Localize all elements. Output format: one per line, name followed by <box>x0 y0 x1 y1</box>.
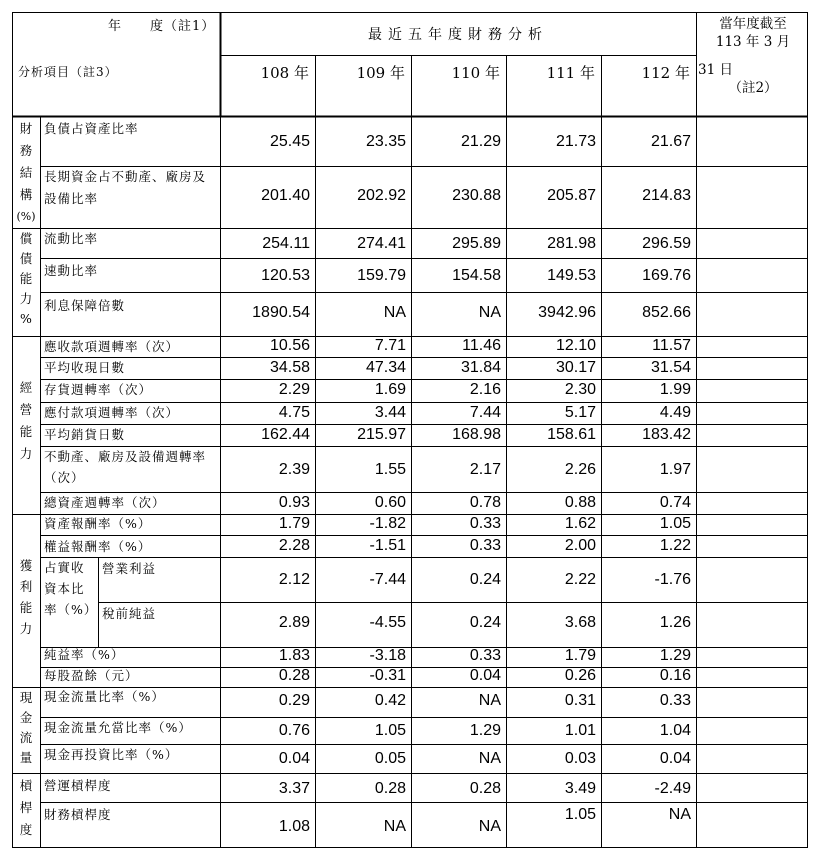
value-cell: 1.69 <box>374 381 406 398</box>
value-cell: NA <box>383 818 406 835</box>
value-cell: 0.28 <box>469 780 501 797</box>
year-header: 111 年 <box>546 64 595 82</box>
category-label-profitability: 獲 <box>19 558 33 573</box>
category-label-solvency: 能 <box>19 271 33 286</box>
value-cell: 281.98 <box>547 235 596 252</box>
value-cell: 0.60 <box>374 494 406 511</box>
value-cell: 21.67 <box>650 133 691 150</box>
value-cell: 0.16 <box>659 667 691 684</box>
category-label-leverage: 槓 <box>19 778 33 793</box>
row-label-capital-2: 資本比 <box>44 581 85 596</box>
category-label-operating: 經 <box>19 380 33 395</box>
value-cell: -1.82 <box>369 515 406 532</box>
category-label-profitability: 利 <box>19 579 33 594</box>
row-label-capital-1: 占實收 <box>44 560 85 575</box>
value-cell: -1.51 <box>369 537 406 554</box>
value-cell: 11.57 <box>652 337 691 354</box>
row-label-eps: 每股盈餘（元） <box>44 668 139 683</box>
row-label-pay-turnover: 應付款項週轉率（次） <box>44 405 180 420</box>
value-cell: 1.08 <box>278 818 310 835</box>
row-label-cf-reinvest: 現金再投資比率（%） <box>44 747 179 762</box>
value-cell: 1.79 <box>278 515 310 532</box>
value-cell: 0.33 <box>659 692 691 709</box>
value-cell: 1.83 <box>278 647 310 664</box>
value-cell: 1.05 <box>564 806 596 823</box>
value-cell: 23.35 <box>365 133 406 150</box>
value-cell: 2.29 <box>278 381 310 398</box>
current-year-header: 31 日 <box>698 62 733 78</box>
category-label-cashflow: 金 <box>19 710 33 725</box>
value-cell: 1.29 <box>469 722 501 739</box>
value-cell: 4.49 <box>659 404 691 421</box>
value-cell: 254.11 <box>262 235 310 252</box>
value-cell: 0.76 <box>278 722 310 739</box>
corner-year-label: 年 度（註1） <box>108 19 216 34</box>
category-label-leverage: 桿 <box>19 800 33 815</box>
value-cell: 1.55 <box>374 461 406 478</box>
value-cell: 0.93 <box>278 494 310 511</box>
row-label-op-income: 營業利益 <box>102 561 157 576</box>
value-cell: -4.55 <box>369 614 406 631</box>
value-cell: 1.01 <box>564 722 596 739</box>
value-cell: 47.34 <box>365 359 406 376</box>
value-cell: 21.29 <box>460 133 501 150</box>
value-cell: 168.98 <box>452 426 501 443</box>
value-cell: 31.84 <box>460 359 501 376</box>
row-label-sales-days: 平均銷貨日數 <box>44 427 126 442</box>
value-cell: 0.33 <box>469 647 501 664</box>
value-cell: 2.12 <box>278 571 310 588</box>
five-year-header: 最近五年度財務分析 <box>368 27 548 43</box>
value-cell: 0.24 <box>469 571 501 588</box>
category-label-leverage: 度 <box>19 822 33 837</box>
category-label-cashflow: 現 <box>19 690 33 705</box>
value-cell: 1.99 <box>659 381 691 398</box>
category-label-profitability: 能 <box>19 600 33 615</box>
value-cell: 3.37 <box>278 780 310 797</box>
value-cell: 296.59 <box>642 235 691 252</box>
row-label-cf-ratio: 現金流量比率（%） <box>44 689 165 704</box>
value-cell: -0.31 <box>369 667 406 684</box>
category-label-operating: 營 <box>19 402 33 417</box>
value-cell: NA <box>668 806 691 823</box>
category-label-structure: (%) <box>16 210 36 223</box>
value-cell: 2.00 <box>564 537 596 554</box>
value-cell: 3942.96 <box>538 304 596 321</box>
value-cell: NA <box>478 304 501 321</box>
value-cell: 11.46 <box>462 337 501 354</box>
value-cell: -1.76 <box>654 571 691 588</box>
value-cell: 0.26 <box>564 667 596 684</box>
value-cell: 149.53 <box>547 267 596 284</box>
category-label-structure: 財 <box>19 121 33 136</box>
value-cell: 120.53 <box>261 267 310 284</box>
category-label-profitability: 力 <box>19 621 33 636</box>
value-cell: 0.05 <box>374 750 406 767</box>
value-cell: 1.97 <box>659 461 691 478</box>
value-cell: 2.22 <box>564 571 596 588</box>
row-label-roe: 權益報酬率（%） <box>44 539 152 554</box>
row-label-capital-3: 率（%） <box>44 602 98 617</box>
value-cell: NA <box>478 818 501 835</box>
value-cell: 852.66 <box>642 304 691 321</box>
value-cell: 215.97 <box>357 426 406 443</box>
row-label-current-ratio: 流動比率 <box>44 231 99 246</box>
row-label-longterm-1: 長期資金占不動產、廠房及 <box>44 169 207 184</box>
row-label-interest-cover: 利息保障倍數 <box>44 298 126 313</box>
category-label-solvency: 債 <box>19 251 33 266</box>
value-cell: 2.17 <box>469 461 501 478</box>
year-header: 110 年 <box>451 64 500 82</box>
value-cell: 0.74 <box>659 494 691 511</box>
current-year-header: （註2） <box>728 80 778 96</box>
category-label-solvency: 償 <box>19 231 33 246</box>
row-label-pretax: 稅前純益 <box>102 606 157 621</box>
value-cell: NA <box>478 750 501 767</box>
value-cell: 162.44 <box>261 426 310 443</box>
value-cell: 7.44 <box>469 404 501 421</box>
value-cell: 0.88 <box>564 494 596 511</box>
row-label-ppe-turnover-2: （次） <box>44 470 85 485</box>
value-cell: 202.92 <box>357 187 406 204</box>
value-cell: 2.89 <box>278 614 310 631</box>
value-cell: 159.79 <box>357 267 406 284</box>
value-cell: 183.42 <box>642 426 691 443</box>
row-label-cf-adequacy: 現金流量允當比率（%） <box>44 720 192 735</box>
year-header: 109 年 <box>356 64 405 82</box>
value-cell: 205.87 <box>547 187 596 204</box>
value-cell: 3.68 <box>564 614 596 631</box>
value-cell: 1890.54 <box>252 304 310 321</box>
value-cell: 0.33 <box>469 515 501 532</box>
value-cell: 1.05 <box>374 722 406 739</box>
value-cell: 1.26 <box>659 614 691 631</box>
category-label-structure: 務 <box>19 143 33 158</box>
category-label-structure: 構 <box>19 187 33 202</box>
value-cell: 169.76 <box>642 267 691 284</box>
value-cell: 2.39 <box>278 461 310 478</box>
value-cell: 2.16 <box>469 381 501 398</box>
value-cell: 0.04 <box>659 750 691 767</box>
category-label-cashflow: 量 <box>19 750 33 765</box>
category-label-operating: 能 <box>19 424 33 439</box>
corner-item-label: 分析項目（註3） <box>18 65 118 79</box>
value-cell: 1.22 <box>659 537 691 554</box>
row-label-op-leverage: 營運槓桿度 <box>44 778 112 793</box>
value-cell: 7.71 <box>374 337 406 354</box>
row-label-collection-days: 平均收現日數 <box>44 360 126 375</box>
row-label-inv-turnover: 存貨週轉率（次） <box>44 382 153 397</box>
value-cell: 2.28 <box>278 537 310 554</box>
value-cell: -3.18 <box>369 647 406 664</box>
value-cell: 0.24 <box>469 614 501 631</box>
value-cell: 0.28 <box>278 667 310 684</box>
value-cell: 0.33 <box>469 537 501 554</box>
value-cell: 0.78 <box>469 494 501 511</box>
row-label-longterm-2: 設備比率 <box>44 191 99 206</box>
value-cell: 201.40 <box>261 187 310 204</box>
value-cell: 3.49 <box>564 780 596 797</box>
value-cell: 30.17 <box>555 359 596 376</box>
row-label-recv-turnover: 應收款項週轉率（次） <box>44 339 180 354</box>
category-label-cashflow: 流 <box>19 730 33 745</box>
value-cell: 25.45 <box>269 133 310 150</box>
value-cell: 3.44 <box>374 404 406 421</box>
category-label-operating: 力 <box>19 446 33 461</box>
value-cell: -2.49 <box>654 780 691 797</box>
value-cell: 31.54 <box>650 359 691 376</box>
row-label-quick-ratio: 速動比率 <box>44 263 99 278</box>
value-cell: 0.04 <box>278 750 310 767</box>
value-cell: 21.73 <box>555 133 596 150</box>
value-cell: 0.04 <box>469 667 501 684</box>
value-cell: 0.28 <box>374 780 406 797</box>
value-cell: 0.29 <box>278 692 310 709</box>
category-label-solvency: 力 <box>19 291 33 306</box>
value-cell: 1.04 <box>659 722 691 739</box>
value-cell: 295.89 <box>452 235 501 252</box>
row-label-fin-leverage: 財務槓桿度 <box>44 807 112 822</box>
value-cell: 1.29 <box>659 647 691 664</box>
value-cell: 4.75 <box>278 404 310 421</box>
value-cell: 158.61 <box>547 426 596 443</box>
value-cell: 10.56 <box>269 337 310 354</box>
row-label-asset-turnover: 總資產週轉率（次） <box>44 495 166 510</box>
current-year-header: 113 年 3 月 <box>715 34 791 50</box>
value-cell: 0.31 <box>564 692 596 709</box>
value-cell: 34.58 <box>269 359 310 376</box>
value-cell: 2.26 <box>564 461 596 478</box>
current-year-header: 當年度截至 <box>719 16 787 32</box>
value-cell: 5.17 <box>564 404 596 421</box>
row-label-roa: 資產報酬率（%） <box>44 516 152 531</box>
value-cell: 154.58 <box>452 267 501 284</box>
category-label-structure: 結 <box>19 165 33 180</box>
value-cell: 274.41 <box>357 235 406 252</box>
value-cell: 0.42 <box>374 692 406 709</box>
value-cell: 1.05 <box>659 515 691 532</box>
year-header: 112 年 <box>641 64 690 82</box>
value-cell: 1.62 <box>564 515 596 532</box>
value-cell: 0.03 <box>564 750 596 767</box>
row-label-ppe-turnover-1: 不動產、廠房及設備週轉率 <box>44 449 207 464</box>
value-cell: 12.10 <box>555 337 596 354</box>
value-cell: 214.83 <box>642 187 691 204</box>
value-cell: 2.30 <box>564 381 596 398</box>
value-cell: 230.88 <box>452 187 501 204</box>
value-cell: 1.79 <box>564 647 596 664</box>
value-cell: -7.44 <box>369 571 406 588</box>
category-label-solvency: % <box>20 311 32 326</box>
year-header: 108 年 <box>260 64 309 82</box>
value-cell: NA <box>383 304 406 321</box>
financial-analysis-table <box>12 12 808 848</box>
row-label-net-margin: 純益率（%） <box>44 647 125 662</box>
row-label-debt-ratio: 負債占資產比率 <box>44 121 139 136</box>
value-cell: NA <box>478 692 501 709</box>
